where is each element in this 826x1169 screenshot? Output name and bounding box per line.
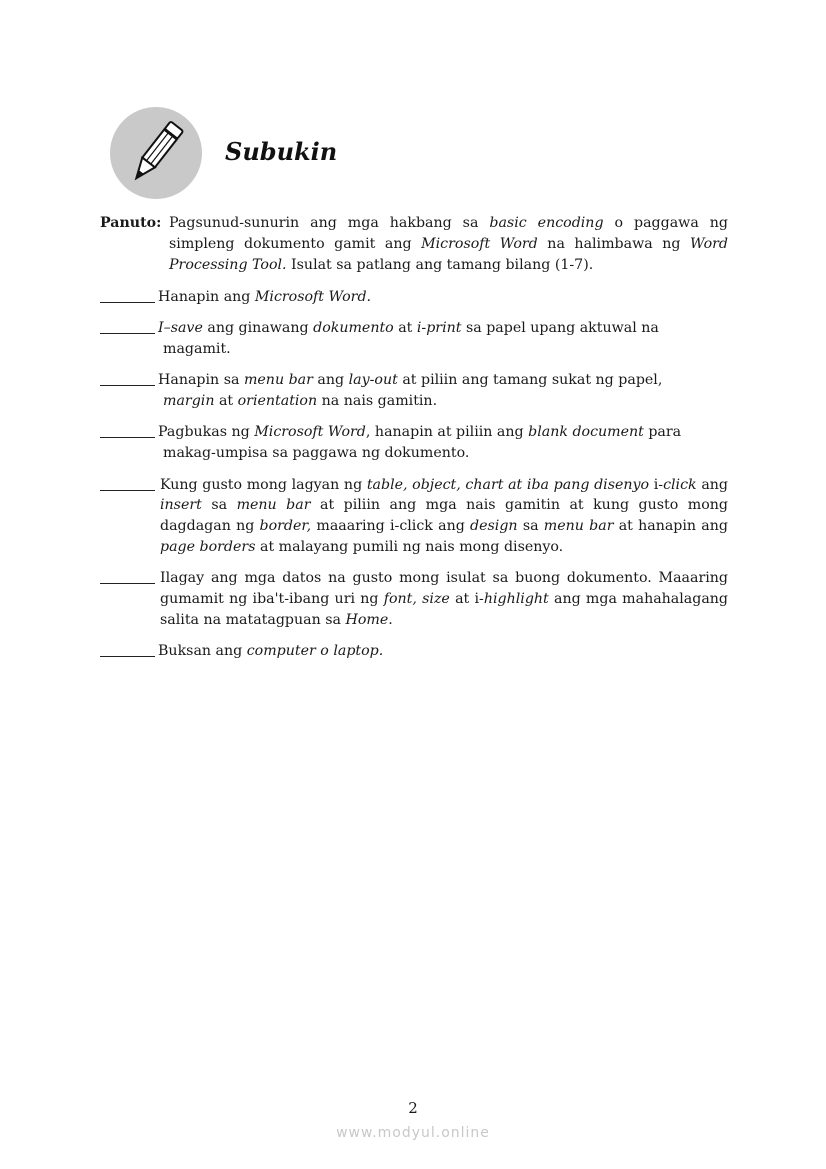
directions-label: Panuto: <box>100 215 162 231</box>
list-item: Hanapin ang Microsoft Word. <box>158 289 372 305</box>
list-item: Buksan ang computer o laptop. <box>158 643 384 660</box>
pencil-icon <box>110 107 202 199</box>
watermark: www.modyul.online <box>336 1125 490 1141</box>
list-item: I–save ang ginawang dokumento at i-print sa papel upang aktuwal na magamit. <box>158 320 659 358</box>
directions-text: Pagsunud-sunurin ang mga hakbang sa basic encoding o paggawa ng simpleng dokumento gamit ang Microsoft Word na halimbawa ng Word Processing Tool. Isulat sa patlang ang tamang bilang (1-7). <box>169 215 728 273</box>
directions <box>100 213 728 275</box>
section-title: Subukin <box>225 137 338 166</box>
step-list <box>100 287 728 672</box>
page-number: 2 <box>408 1099 418 1117</box>
list-item: Ilagay ang mga datos na gusto mong isulat sa buong dokumento. Maaaring gumamit ng iba't-ibang uri ng font, size at i-highlight ang mga mahahalagang salita na matatagpuan sa Home. <box>160 570 729 628</box>
list-item: Kung gusto mong lagyan ng table, object, chart at iba pang disenyo i-click ang insert sa menu bar at piliin ang mga nais gamitin at kung gusto mong dagdagan ng border, maaaring i-click ang design sa menu bar at hanapin ang page borders at malayang pumili ng nais mong disenyo. <box>160 476 728 555</box>
list-item: Hanapin sa menu bar ang lay-out at piliin ang tamang sukat ng papel, margin at orientation na nais gamitin. <box>158 372 663 410</box>
list-item: Pagbukas ng Microsoft Word, hanapin at piliin ang blank document para makag-umpisa sa paggawa ng dokumento. <box>158 424 682 462</box>
